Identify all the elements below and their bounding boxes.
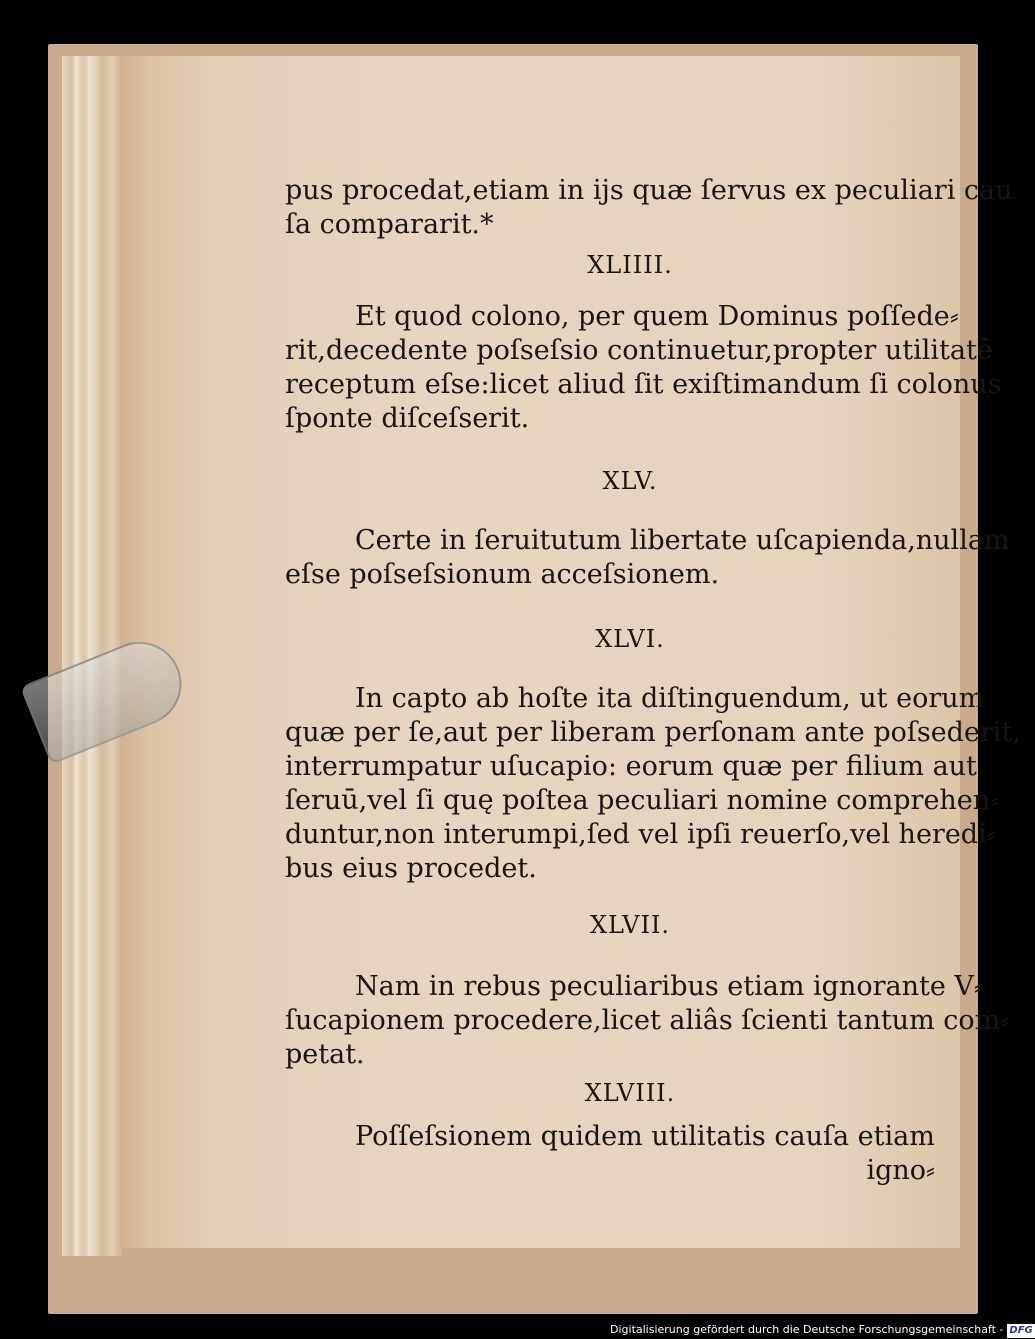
- text-line: interrumpatur uſucapio: eorum quæ per filium aut: [285, 751, 977, 782]
- dfg-logo: DFG: [1009, 1325, 1033, 1336]
- section-heading: XLVIII.: [584, 1079, 676, 1107]
- text-line: petat.: [285, 1039, 365, 1070]
- text-line: rit,decedente poſseſsio continuetur,propter utilitatē: [285, 335, 993, 366]
- text-line: Certe in ſeruitutum libertate uſcapienda,nullam: [355, 525, 1010, 556]
- text-line: duntur,non interumpi,ſed vel ipſi reuerſo,vel heredi⸗: [285, 819, 996, 850]
- section-heading: XLVI.: [595, 625, 665, 653]
- text-line: Et quod colono, per quem Dominus poſſede⸗: [355, 301, 959, 332]
- text-line: In capto ab hoſte ita diſtinguendum, ut eorum: [355, 683, 985, 714]
- section-heading: XLIIII.: [587, 251, 673, 279]
- digitization-credit: [610, 1323, 1035, 1338]
- text-line: ſponte diſceſserit.: [285, 403, 530, 434]
- text-line: bus eius procedet.: [285, 853, 537, 884]
- text-line: Poſſeſsionem quidem utilitatis cauſa etiam: [355, 1121, 935, 1152]
- catchword: igno⸗: [866, 1155, 935, 1186]
- text-line: ſucapionem procedere,licet aliâs ſcienti tantum com⸗: [285, 1005, 1010, 1036]
- page-text: [285, 160, 1021, 1188]
- text-line: quæ per ſe,aut per liberam perſonam ante poſsederit,: [285, 717, 1021, 748]
- section-heading: XLV.: [602, 467, 658, 495]
- text-line: receptum eſse:licet aliud ſit exiſtimandum ſi colonus: [285, 369, 1002, 400]
- text-line: ſeruū,vel ſi quę poſtea peculiari nomine comprehen⸗: [285, 785, 1000, 816]
- text-line: ſa compararit.*: [285, 209, 494, 240]
- text-line: Nam in rebus peculiaribus etiam ignorante V⸗: [355, 971, 983, 1002]
- credit-text: Digitalisierung gefördert durch die Deutsche Forschungsgemeinschaft -: [610, 1323, 1004, 1336]
- text-line: eſse poſseſsionum acceſsionem.: [285, 559, 720, 590]
- text-line: pus procedat,etiam in ijs quæ ſervus ex peculiari cau: [285, 175, 1013, 206]
- section-heading: XLVII.: [589, 911, 671, 939]
